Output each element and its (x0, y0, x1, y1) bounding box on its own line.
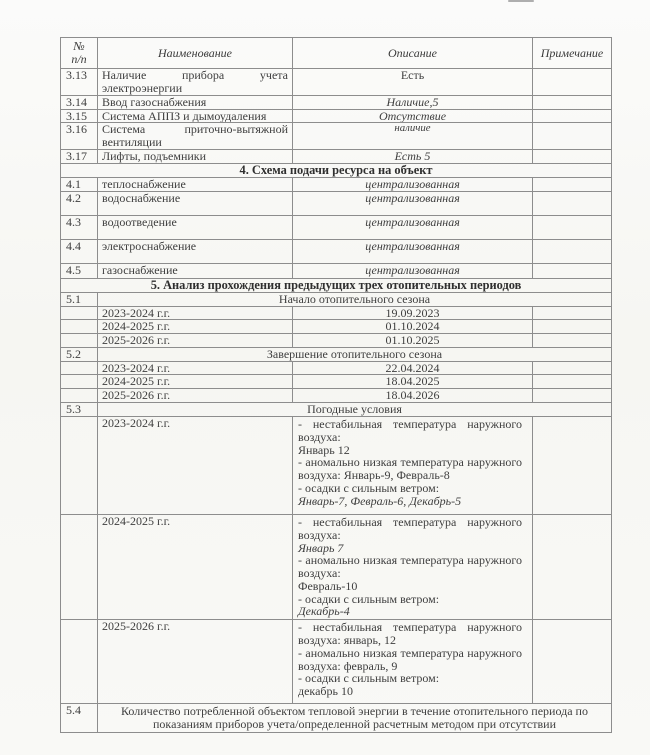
cell-note (533, 361, 612, 375)
weather-description (293, 514, 533, 619)
section-title-row (61, 278, 612, 292)
cell-number: 3.13 (61, 69, 98, 96)
weather-line: - осадки с сильным ветром: (298, 671, 440, 686)
cell-period: 2025-2026 г.г. (98, 389, 293, 403)
cell-number: 5.3 (61, 402, 98, 416)
cell-number (61, 375, 98, 389)
cell-name: Ввод газоснабжения (98, 96, 293, 110)
cell-note (533, 123, 612, 149)
cell-description: Наличие,5 (293, 96, 533, 110)
table-row (61, 239, 612, 263)
weather-row (61, 620, 612, 704)
cell-note (533, 334, 612, 348)
cell-date: 18.04.2026 (293, 389, 533, 403)
cell-note (533, 620, 612, 704)
cell-name: теплоснабжение (98, 178, 293, 192)
cell-note (533, 416, 612, 514)
cell-period: 2025-2026 г.г. (98, 334, 293, 348)
cell-number: 4.5 (61, 263, 98, 278)
weather-line: - осадки с сильным ветром: (298, 591, 440, 606)
cell-number (61, 320, 98, 334)
cell-note (533, 69, 612, 96)
table-row (61, 69, 612, 96)
weather-description (293, 416, 533, 514)
weather-line: Декабрь-4 (298, 604, 350, 619)
cell-date: 22.04.2024 (293, 361, 533, 375)
weather-line: - нестабильная температура наружного воздуха: (298, 416, 522, 444)
cell-number: 4.3 (61, 215, 98, 239)
header-number (61, 38, 98, 69)
table-row (61, 263, 612, 278)
table-row (61, 334, 612, 348)
weather-line: - нестабильная температура наружного воздуха: январь, 12 (298, 620, 522, 648)
cell-note (533, 109, 612, 123)
table-row (61, 191, 612, 215)
consumption-text: Количество потребленной объектом тепловой энергии в течение отопительного периода по показаниям приборов учета/определенной расчетным методом при отсутствии (98, 704, 612, 732)
weather-line: Январь-7, Февраль-6, Декабрь-5 (298, 493, 462, 508)
cell-name: Система АППЗ и дымоудаления (98, 109, 293, 123)
subsection-label: Начало отопительного сезона (98, 292, 612, 306)
weather-line: - аномально низкая температура наружного воздуха: (298, 553, 522, 581)
weather-line: Январь 12 (298, 442, 350, 457)
cell-note (533, 389, 612, 403)
cell-number: 5.4 (61, 704, 98, 732)
weather-line: декабрь 10 (298, 684, 353, 699)
table-row (61, 96, 612, 110)
weather-row (61, 416, 612, 514)
cell-note (533, 239, 612, 263)
cell-description: Отсутствие (293, 109, 533, 123)
cell-number: 4.1 (61, 178, 98, 192)
subsection-label: Погодные условия (98, 402, 612, 416)
cell-period: 2024-2025 г.г. (98, 320, 293, 334)
cell-description: наличие (293, 123, 533, 149)
weather-line: - осадки с сильным ветром: (298, 480, 440, 495)
weather-row (61, 514, 612, 619)
table-row (61, 178, 612, 192)
subsection-row (61, 292, 612, 306)
weather-line: - аномально низкая температура наружного воздуха: февраль, 9 (298, 645, 522, 673)
table-row (61, 215, 612, 239)
table-row (61, 375, 612, 389)
cell-note (533, 191, 612, 215)
cell-description: централизованная (293, 239, 533, 263)
weather-line: Январь 7 (298, 540, 344, 555)
table-row (61, 123, 612, 149)
cell-name: газоснабжение (98, 263, 293, 278)
section-title-row (61, 163, 612, 177)
header-number-line1: № (73, 39, 85, 54)
cell-period: 2024-2025 г.г. (98, 375, 293, 389)
weather-line: Февраль-10 (298, 578, 358, 593)
table-row (61, 320, 612, 334)
table-row (61, 389, 612, 403)
subsection-row (61, 402, 612, 416)
cell-note (533, 306, 612, 320)
cell-name: электроснабжение (98, 239, 293, 263)
cell-period: 2023-2024 г.г. (98, 306, 293, 320)
cell-period: 2024-2025 г.г. (98, 514, 293, 619)
cell-note (533, 320, 612, 334)
cell-number (61, 361, 98, 375)
cell-date: 01.10.2025 (293, 334, 533, 348)
cell-name: Наличие прибора учета электроэнергии (98, 69, 293, 96)
cell-date: 19.09.2023 (293, 306, 533, 320)
cell-date: 01.10.2024 (293, 320, 533, 334)
cell-period: 2023-2024 г.г. (98, 416, 293, 514)
table-row (61, 704, 612, 732)
cell-name: водоотведение (98, 215, 293, 239)
cell-note (533, 149, 612, 163)
weather-line: - нестабильная температура наружного воздуха: (298, 514, 522, 542)
table-row (61, 149, 612, 163)
cell-number (61, 306, 98, 320)
cell-note (533, 215, 612, 239)
cell-number: 4.4 (61, 239, 98, 263)
cell-description: централизованная (293, 263, 533, 278)
header-number-line2: п/п (71, 52, 87, 66)
section-5-title: 5. Анализ прохождения предыдущих трех отопительных периодов (61, 278, 612, 292)
cell-number (61, 389, 98, 403)
cell-number: 5.2 (61, 347, 98, 361)
weather-description (293, 620, 533, 704)
cell-period: 2025-2026 г.г. (98, 620, 293, 704)
document-table (60, 37, 612, 733)
cell-description: централизованная (293, 191, 533, 215)
cell-name: Система приточно-вытяжной вентиляции (98, 123, 293, 149)
cell-note (533, 375, 612, 389)
cell-number (61, 416, 98, 514)
cell-name: Лифты, подъемники (98, 149, 293, 163)
cell-note (533, 178, 612, 192)
table-row (61, 361, 612, 375)
cell-description: централизованная (293, 215, 533, 239)
cell-description: централизованная (293, 178, 533, 192)
table-header-row (61, 38, 612, 69)
subsection-label: Завершение отопительного сезона (98, 347, 612, 361)
cell-note (533, 96, 612, 110)
cell-note (533, 263, 612, 278)
cell-number: 3.16 (61, 123, 98, 149)
cell-date: 18.04.2025 (293, 375, 533, 389)
cell-number: 3.15 (61, 109, 98, 123)
cell-name: водоснабжение (98, 191, 293, 215)
cell-note (533, 514, 612, 619)
cell-number: 3.14 (61, 96, 98, 110)
cell-number (61, 620, 98, 704)
cell-number: 5.1 (61, 292, 98, 306)
header-name: Наименование (98, 38, 293, 69)
subsection-row (61, 347, 612, 361)
weather-line: - аномально низкая температура наружного воздуха: Январь-9, Февраль-8 (298, 455, 522, 483)
cell-number: 3.17 (61, 149, 98, 163)
scan-artifact-mark (508, 0, 534, 2)
table-row (61, 306, 612, 320)
cell-period: 2023-2024 г.г. (98, 361, 293, 375)
header-note: Примечание (533, 38, 612, 69)
cell-number (61, 334, 98, 348)
cell-number (61, 514, 98, 619)
cell-description: Есть (293, 69, 533, 96)
header-description: Описание (293, 38, 533, 69)
section-4-title: 4. Схема подачи ресурса на объект (61, 163, 612, 177)
cell-description: Есть 5 (293, 149, 533, 163)
cell-number: 4.2 (61, 191, 98, 215)
table-row (61, 109, 612, 123)
